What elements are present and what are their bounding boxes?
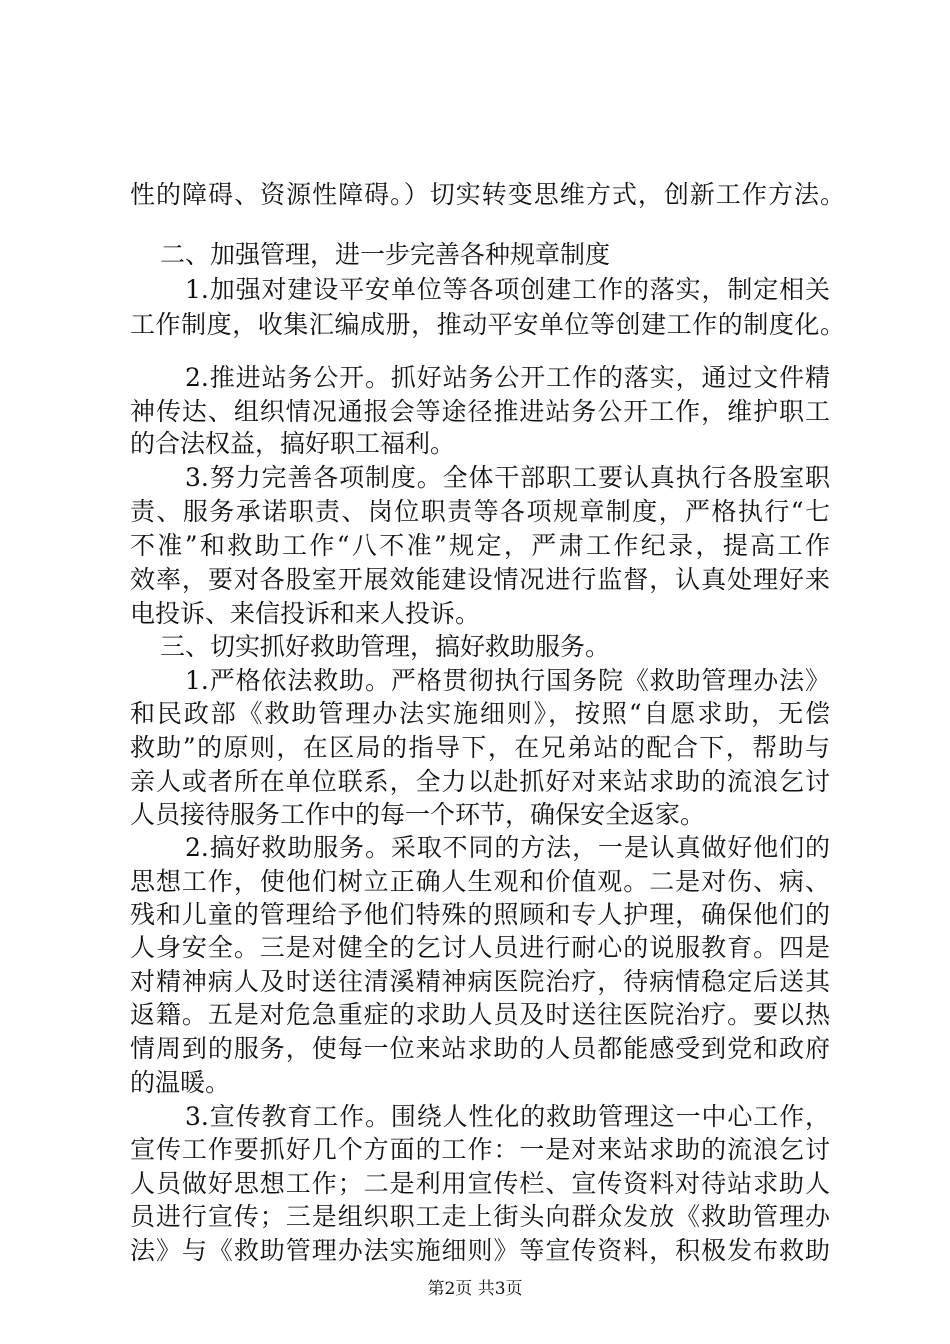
- paragraph-line: 1.加强对建设平安单位等各项创建工作的落实，制定相关: [185, 275, 830, 304]
- paragraph-line: 情周到的服务，使每一位来站求助的人员都能感受到党和政府: [130, 1034, 830, 1063]
- paragraph-line: 责、服务承诺职责、岗位职责等各项规章制度，严格执行“七: [130, 497, 830, 526]
- paragraph-line: 救助”的原则，在区局的指导下，在兄弟站的配合下，帮助与: [130, 733, 830, 762]
- paragraph-line: 法》与《救助管理办法实施细则》等宣传资料，积极发布救助: [130, 1236, 830, 1265]
- paragraph-line: 1.严格依法救助。严格贯彻执行国务院《救助管理办法》: [185, 666, 830, 695]
- paragraph-line: 人员接待服务工作中的每一个环节，确保安全返家。: [130, 800, 706, 829]
- paragraph-line: 亲人或者所在单位联系，全力以赴抓好对来站求助的流浪乞讨: [130, 767, 830, 796]
- paragraph-line: 性的障碍、资源性障碍。）切实转变思维方式，创新工作方法。: [130, 180, 845, 209]
- paragraph-line: 员进行宣传；三是组织职工走上街头向群众发放《救助管理办: [130, 1202, 830, 1231]
- paragraph-line: 3.宣传教育工作。围绕人性化的救助管理这一中心工作，: [185, 1102, 830, 1131]
- paragraph-line: 的温暖。: [130, 1068, 231, 1097]
- paragraph-line: 的合法权益，搞好职工福利。: [130, 429, 456, 458]
- paragraph-line: 宣传工作要抓好几个方面的工作：一是对来站求助的流浪乞讨: [130, 1135, 830, 1164]
- section-heading: 二、加强管理，进一步完善各种规章制度: [160, 240, 611, 269]
- paragraph-line: 神传达、组织情况通报会等途径推进站务公开工作，维护职工: [130, 397, 830, 426]
- paragraph-line: 返籍。五是对危急重症的求助人员及时送往医院治疗。要以热: [130, 1000, 830, 1029]
- paragraph-line: 残和儿童的管理给予他们特殊的照顾和专人护理，确保他们的: [130, 900, 830, 929]
- paragraph-line: 2.推进站务公开。抓好站务公开工作的落实，通过文件精: [185, 363, 830, 392]
- paragraph-line: 3.努力完善各项制度。全体干部职工要认真执行各股室职: [185, 463, 830, 492]
- section-heading: 三、切实抓好救助管理，搞好救助服务。: [160, 632, 611, 661]
- paragraph-line: 思想工作，使他们树立正确人生观和价值观。二是对伤、病、: [130, 867, 830, 896]
- paragraph-line: 2.搞好救助服务。采取不同的方法，一是认真做好他们的: [185, 833, 830, 862]
- paragraph-line: 不准”和救助工作“八不准”规定，严肃工作纪录，提高工作: [130, 531, 830, 560]
- paragraph-line: 人身安全。三是对健全的乞讨人员进行耐心的说服教育。四是: [130, 933, 830, 962]
- page-number-footer: 第2页 共3页: [427, 1279, 523, 1299]
- paragraph-line: 和民政部《救助管理办法实施细则》，按照“自愿求助，无偿: [130, 699, 830, 728]
- paragraph-line: 电投诉、来信投诉和来人投诉。: [130, 599, 481, 628]
- paragraph-line: 对精神病人及时送往清溪精神病医院治疗，待病情稳定后送其: [130, 967, 830, 996]
- paragraph-line: 工作制度，收集汇编成册，推动平安单位等创建工作的制度化。: [130, 310, 845, 339]
- paragraph-line: 人员做好思想工作；二是利用宣传栏、宣传资料对待站求助人: [130, 1169, 830, 1198]
- paragraph-line: 效率，要对各股室开展效能建设情况进行监督，认真处理好来: [130, 565, 830, 594]
